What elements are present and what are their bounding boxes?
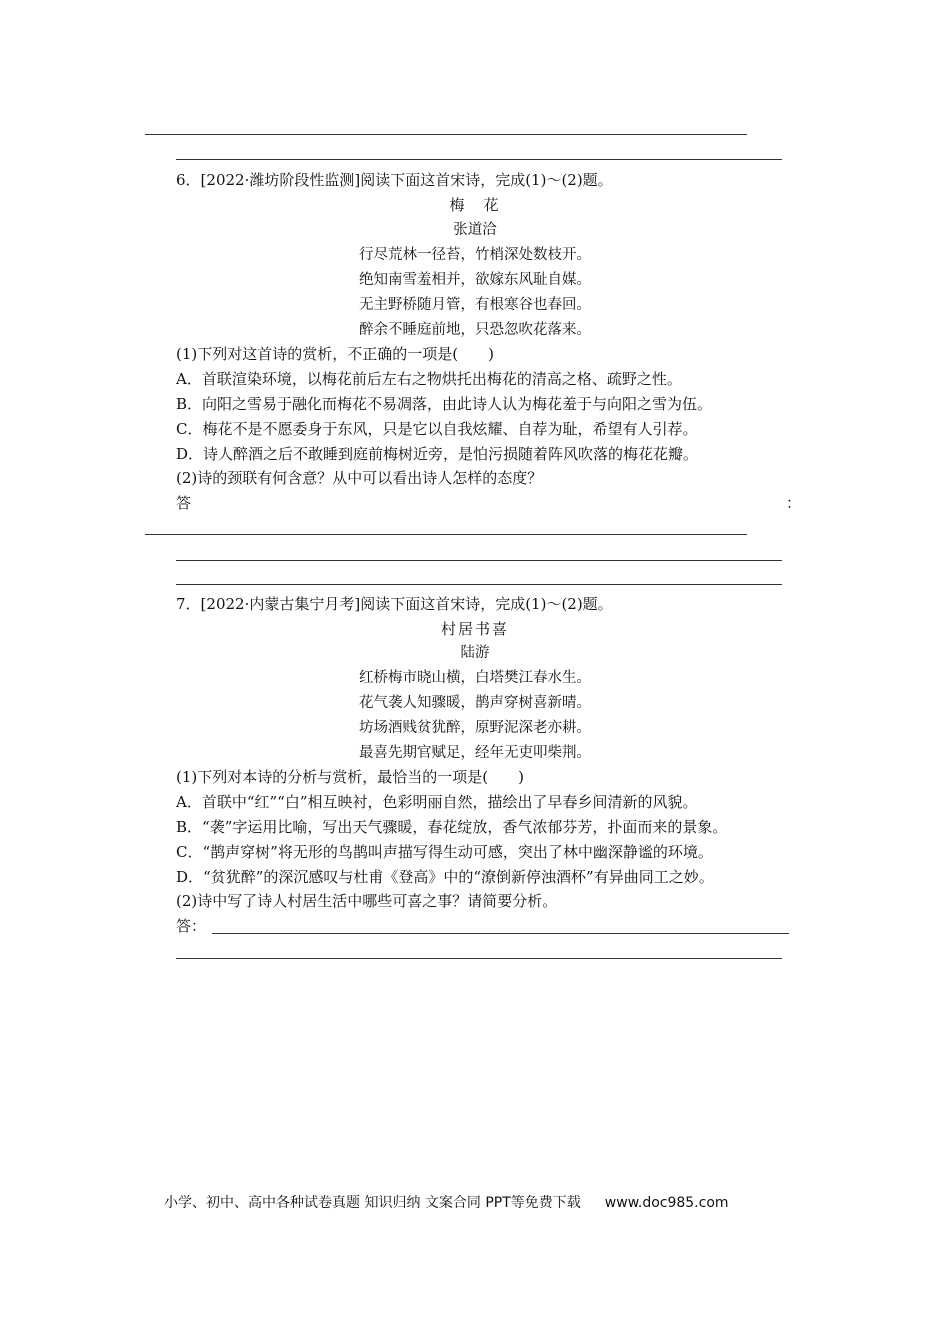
- sub-question-2: (2)诗的颈联有何含意？从中可以看出诗人怎样的态度？: [176, 469, 543, 487]
- answer-label: 答: [176, 494, 192, 512]
- poem-line: 醉余不睡庭前地，只恐忽吹花落来。: [359, 322, 591, 338]
- poem-author: 张道洽: [453, 222, 497, 238]
- question-7-stem: 7．[2022·内蒙古集宁月考]阅读下面这首宋诗，完成(1)～(2)题。: [176, 595, 613, 613]
- poem-line: 无主野桥随月管，有根寒谷也春回。: [359, 297, 591, 313]
- option-c: C．“鹊声穿树”将无形的鸟鹊叫声描写得生动可感，突出了林中幽深静谧的环境。: [176, 843, 713, 861]
- answer-colon: ：: [786, 494, 802, 512]
- poem-line: 最喜先期官赋足，经年无吏叩柴荆。: [359, 745, 591, 761]
- poem-title: 村居书喜: [440, 620, 509, 638]
- poem-author: 陆游: [460, 645, 490, 661]
- poem-line: 行尽荒林一径苔，竹梢深处数枝开。: [359, 247, 591, 263]
- option-d: D．“贫犹醉”的深沉感叹与杜甫《登高》中的“潦倒新停浊酒杯”有异曲同工之妙。: [176, 868, 714, 886]
- answer-line: [176, 584, 782, 585]
- poem-line: 花气袭人知骤暖，鹊声穿树喜新晴。: [359, 695, 591, 711]
- option-b: B．向阳之雪易于融化而梅花不易凋落，由此诗人认为梅花羞于与向阳之雪为伍。: [176, 395, 713, 413]
- answer-label: 答：: [176, 917, 207, 935]
- sub-question-1: (1)下列对本诗的分析与赏析，最恰当的一项是( ): [176, 768, 524, 786]
- answer-line: [176, 958, 782, 959]
- poem-line: 坊场酒贱贫犹醉，原野泥深老亦耕。: [359, 720, 591, 736]
- footer: [164, 1192, 729, 1212]
- sub-question-1: (1)下列对这首诗的赏析，不正确的一项是( ): [176, 345, 494, 363]
- footer-text: 小学、初中、高中各种试卷真题 知识归纳 文案合同 PPT等免费下载: [164, 1195, 581, 1211]
- answer-line: [212, 933, 789, 934]
- footer-url[interactable]: www.doc985.com: [604, 1195, 729, 1211]
- answer-line: [176, 159, 782, 160]
- poem-title: 梅 花: [449, 196, 501, 214]
- poem-line: 红桥梅市晓山横，白塔樊江春水生。: [359, 670, 591, 686]
- sub-question-2: (2)诗中写了诗人村居生活中哪些可喜之事？请简要分析。: [176, 892, 558, 910]
- option-b: B．“袭”字运用比喻，写出天气骤暖，春花绽放，香气浓郁芬芳，扑面而来的景象。: [176, 818, 728, 836]
- option-a: A．首联渲染环境，以梅花前后左右之物烘托出梅花的清高之格、疏野之性。: [176, 370, 682, 388]
- question-6-stem: 6．[2022·潍坊阶段性监测]阅读下面这首宋诗，完成(1)～(2)题。: [176, 171, 613, 189]
- option-c: C．梅花不是不愿委身于东风，只是它以自我炫耀、自荐为耻，希望有人引荐。: [176, 420, 698, 438]
- answer-line: [145, 534, 747, 535]
- poem-line: 绝知南雪羞相并，欲嫁东风耻自媒。: [359, 272, 591, 288]
- answer-line: [176, 560, 782, 561]
- option-d: D．诗人醉酒之后不敢睡到庭前梅树近旁，是怕污损随着阵风吹落的梅花花瓣。: [176, 445, 699, 463]
- option-a: A．首联中“红”“白”相互映衬，色彩明丽自然，描绘出了早春乡间清新的风貌。: [176, 793, 698, 811]
- answer-line: [145, 134, 747, 135]
